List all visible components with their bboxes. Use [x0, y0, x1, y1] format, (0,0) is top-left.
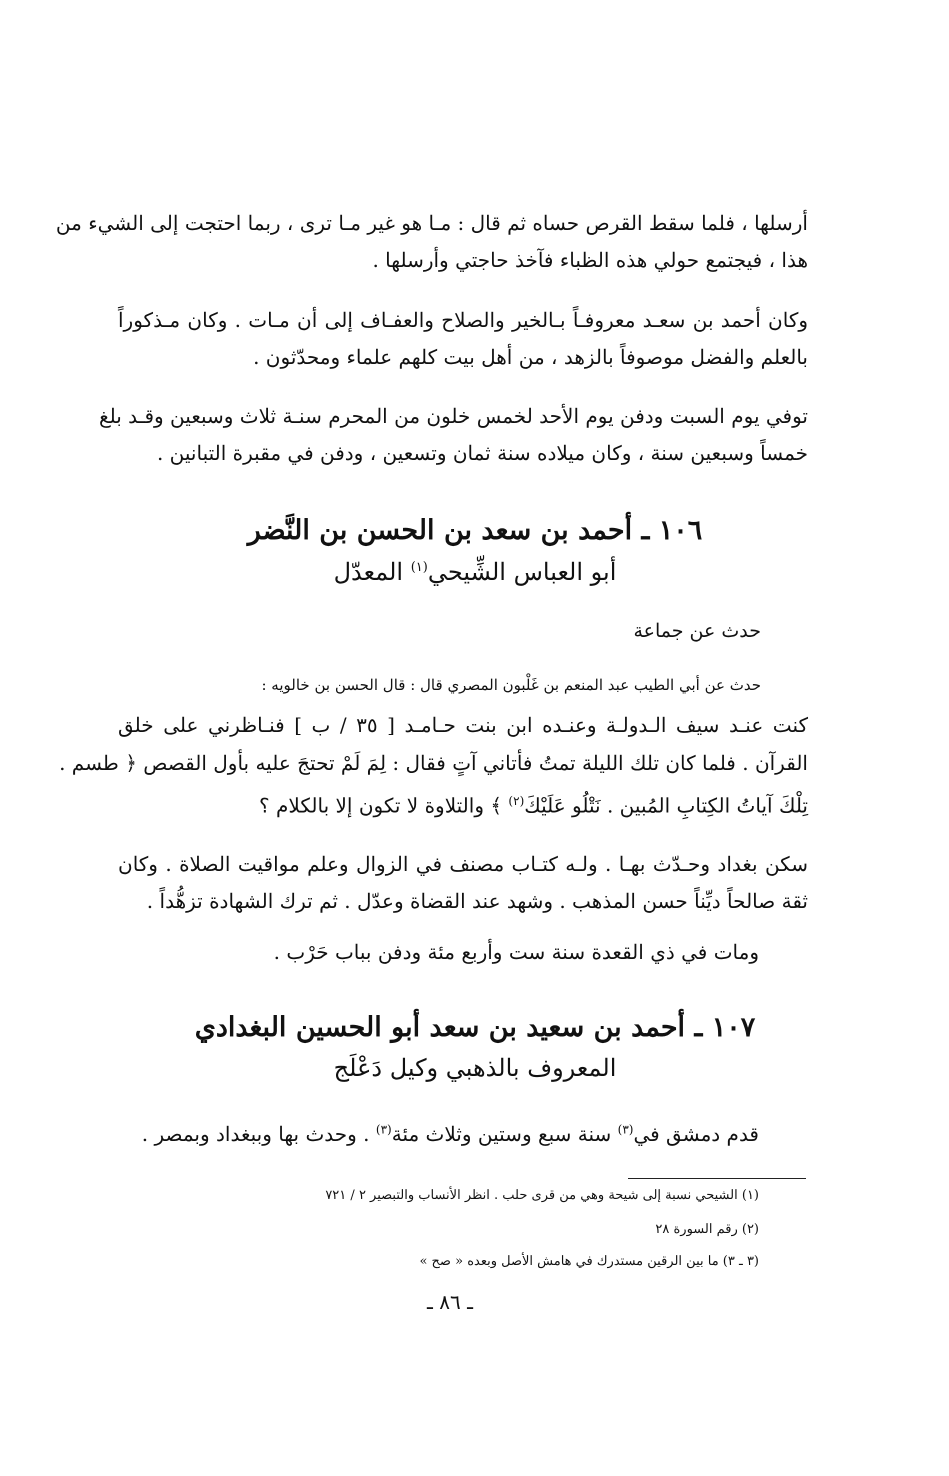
- entry-107-title: ١٠٧ ـ أحمد بن سعيد بن سعد أبو الحسين البغدادي: [194, 1012, 756, 1043]
- residence-paragraph: [118, 846, 808, 920]
- footnote-3: (٣ ـ ٣) ما بين الرقين مستدرك في هامش الأصل وبعده « صح »: [419, 1254, 759, 1269]
- death-line: ومات في ذي القعدة سنة ست وأربع مئة ودفن بباب حَرْب .: [273, 940, 759, 964]
- text-line: وكان أحمد بن سعـد معروفـاً بـالخير والصلاح والعفـاف إلى أن مـات . وكان مـذكوراً: [118, 308, 808, 332]
- text-span: سنة سبع وستين وثلاث مئة: [391, 1122, 618, 1146]
- text-span: قدم دمشق في: [633, 1122, 759, 1146]
- footnote-1: (١) الشيحي نسبة إلى شيحة وهي من قرى حلب . انظر الأنساب والتبصير ٢ / ٧٢١: [325, 1188, 759, 1203]
- page-number: ـ ٨٦ ـ: [427, 1290, 473, 1314]
- footnote-ref: (٣): [617, 1122, 634, 1137]
- subtitle-name: أبو العباس الشِّيحي: [427, 558, 617, 586]
- entry-106-title: ١٠٦ ـ أحمد بن سعد بن الحسن بن النَّضر: [247, 515, 703, 546]
- entry-107-paragraph: [142, 1122, 759, 1146]
- text-span: ﴾ والتلاوة لا تكون إلا بالكلام ؟: [259, 793, 509, 818]
- text-line: كنت عنـد سيف الـدولـة وعنـده ابن بنت حـامـد [ ٣٥ / ب ] فنـاظرني على خلق: [118, 713, 809, 737]
- text-line: توفي يوم السبت ودفن يوم الأحد لخمس خلون من المحرم سنـة ثلاث وسبعين وقـد بلغ: [98, 404, 808, 428]
- biography-paragraph: [118, 302, 808, 376]
- text-line: بالعلم والفضل موصوفاً بالزهد ، من أهل بيت كلهم علماء ومحدّثون .: [253, 345, 808, 369]
- footnote-2: (٢) رقم السورة ٢٨: [655, 1222, 759, 1237]
- isnad-line: حدث عن أبي الطيب عبد المنعم بن غَلْبون المصري قال : قال الحسن بن خالويه :: [261, 676, 761, 694]
- text-span: . وحدث بها وببغداد وبمصر .: [141, 1122, 376, 1146]
- text-line: خمساً وسبعين سنة ، وكان ميلاده سنة ثمان وتسعين ، ودفن في مقبرة التبانين .: [156, 441, 808, 465]
- text-line: هذا ، فيجتمع حولي هذه الظباء فآخذ حاجتي وأرسلها .: [372, 248, 808, 272]
- narrated-line: حدث عن جماعة: [633, 620, 761, 642]
- footnote-divider: [628, 1178, 806, 1179]
- text-line: أرسلها ، فلما سقط القرص حساه ثم قال : مـا هو غير مـا ترى ، ربما احتجت إلى الشيء من: [55, 211, 808, 235]
- text-line: سكن بغداد وحـدّث بهـا . ولـه كتـاب مصنف في الزوال وعلم مواقيت الصلاة . وكان: [118, 852, 808, 876]
- footnote-ref: (١): [410, 560, 428, 575]
- footnote-ref: (٣): [375, 1122, 392, 1137]
- text-line: [118, 782, 808, 825]
- quote-paragraph: [59, 706, 809, 825]
- subtitle-epithet: المعدّل: [333, 558, 411, 586]
- death-paragraph: [98, 398, 808, 472]
- text-line: ثقة صالحاً ديِّناً حسن المذهب . وشهد عند القضاة وعدّل . ثم ترك الشهادة تزهُّداً .: [146, 889, 808, 913]
- quran-verse: تِلْكَ آياتُ الكِتابِ المُبين . نَتْلُو عَلَيْكَ: [524, 793, 808, 818]
- intro-paragraph: [55, 205, 808, 279]
- text-line: القرآن . فلما كان تلك الليلة تمتُ فأتاني آتٍ فقال : لِمَ لَمْ تحتجَ عليه بأول القصص ﴿ طسم .: [59, 751, 808, 775]
- entry-106-subtitle: [150, 558, 800, 586]
- entry-107-subtitle: المعروف بالذهبي وكيل دَعْلَج: [333, 1054, 617, 1082]
- footnote-ref: (٢): [508, 794, 525, 808]
